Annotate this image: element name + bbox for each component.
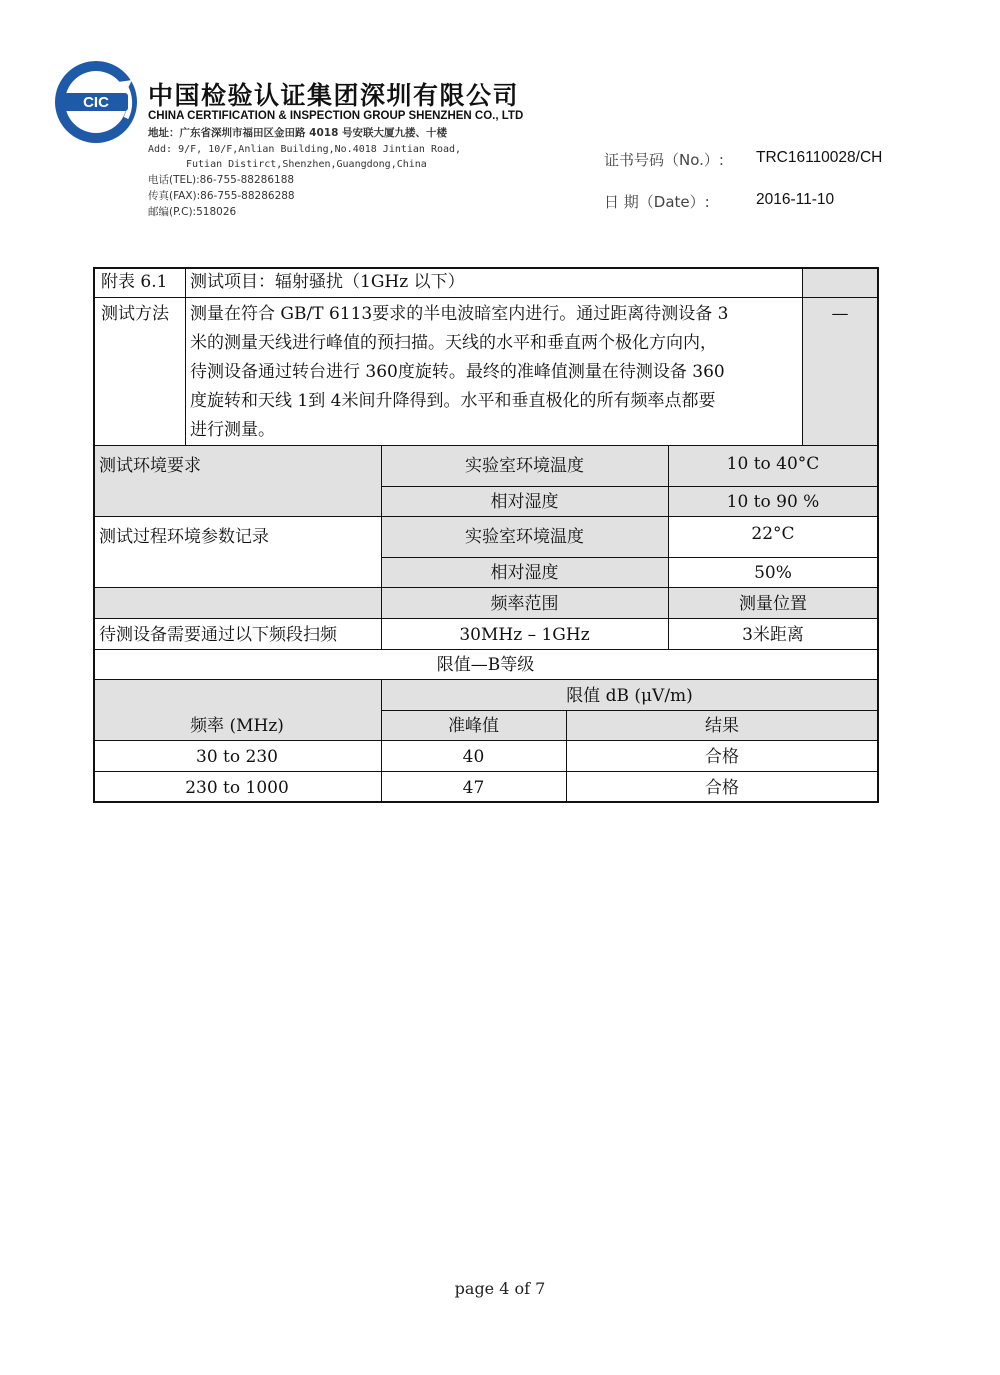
method-side-fill bbox=[802, 267, 878, 446]
h-line bbox=[93, 445, 878, 446]
table-border-bottom bbox=[93, 801, 878, 803]
table-row-qp: 40 bbox=[462, 747, 485, 767]
table-row-freq: 30 to 230 bbox=[196, 747, 278, 767]
h-line bbox=[93, 297, 878, 298]
method-label: 测试方法 bbox=[101, 304, 169, 324]
freq-col-header: 频率 (MHz) bbox=[190, 716, 284, 736]
table-row-result: 合格 bbox=[705, 747, 739, 767]
logo-text: CIC bbox=[83, 94, 109, 111]
v-line bbox=[802, 267, 803, 446]
test-item-title: 测试项目：辐射骚扰（1GHz 以下） bbox=[190, 272, 465, 292]
freq-range-header: 频率范围 bbox=[490, 594, 559, 614]
env-rec-temp-label: 实验室环境温度 bbox=[465, 527, 584, 547]
company-name-cn: 中国检验认证集团深圳有限公司 bbox=[148, 81, 520, 110]
date-label: 日 期（Date）: bbox=[604, 193, 710, 211]
env-req-temp-label: 实验室环境温度 bbox=[465, 456, 584, 476]
h-line bbox=[93, 649, 878, 650]
test-spec-table bbox=[93, 267, 878, 803]
telephone: 电话(TEL):86-755-88286188 bbox=[148, 174, 295, 186]
cert-no-label: 证书号码（No.）: bbox=[604, 151, 724, 169]
env-req-temp-value: 10 to 40°C bbox=[726, 454, 820, 474]
h-line bbox=[381, 486, 878, 487]
env-rec-hum-label: 相对湿度 bbox=[490, 563, 559, 583]
company-name-en: CHINA CERTIFICATION & INSPECTION GROUP SHENZHEN CO., LTD bbox=[148, 110, 524, 122]
address-en-line-1: Add: 9/F, 10/F,Anlian Building,No.4018 Jintian Road, bbox=[148, 144, 462, 155]
method-mark: — bbox=[831, 304, 849, 324]
scan-range: 30MHz – 1GHz bbox=[459, 625, 590, 645]
qp-header: 准峰值 bbox=[448, 716, 499, 736]
table-row-freq: 230 to 1000 bbox=[185, 778, 289, 798]
result-header: 结果 bbox=[705, 716, 739, 736]
table-border-top bbox=[93, 267, 878, 269]
address-cn: 地址：广东省深圳市福田区金田路 4018 号安联大厦九搂、十楼 bbox=[148, 127, 448, 139]
h-line bbox=[93, 618, 878, 619]
scan-label: 待测设备需要通过以下频段扫频 bbox=[99, 625, 337, 645]
env-rec-label: 测试过程环境参数记录 bbox=[99, 527, 269, 547]
method-line: 度旋转和天线 1到 4米间升降得到。水平和垂直极化的所有频率点都要 bbox=[190, 391, 716, 411]
v-line bbox=[185, 267, 186, 446]
scan-distance: 3米距离 bbox=[742, 625, 804, 645]
limit-class: 限值—B等级 bbox=[436, 655, 535, 675]
h-line bbox=[93, 516, 878, 517]
fax: 传真(FAX):86-755-88286288 bbox=[148, 190, 295, 202]
h-line bbox=[93, 679, 878, 680]
env-req-hum-label: 相对湿度 bbox=[490, 492, 559, 512]
env-rec-temp-value: 22°C bbox=[751, 524, 795, 544]
method-line: 测量在符合 GB/T 6113要求的半电波暗室内进行。通过距离待测设备 3 bbox=[190, 304, 729, 324]
table-row-qp: 47 bbox=[462, 778, 485, 798]
env-req-hum-value: 10 to 90 % bbox=[726, 492, 820, 512]
meas-pos-header: 测量位置 bbox=[739, 594, 807, 614]
h-line bbox=[381, 557, 878, 558]
date-value: 2016-11-10 bbox=[756, 191, 835, 208]
limit-unit: 限值 dB (μV/m) bbox=[566, 686, 693, 706]
cic-logo-icon bbox=[52, 58, 140, 146]
cert-no-value: TRC16110028/CH bbox=[756, 149, 883, 166]
appendix-label: 附表 6.1 bbox=[101, 272, 168, 292]
h-line bbox=[93, 587, 878, 588]
company-logo bbox=[52, 58, 140, 146]
address-en-line-2: Futian Distirct,Shenzhen,Guangdong,China bbox=[186, 159, 427, 170]
env-req-label: 测试环境要求 bbox=[99, 456, 201, 476]
method-line: 待测设备通过转台进行 360度旋转。最终的准峰值测量在待测设备 360 bbox=[190, 362, 725, 382]
postcode: 邮编(P.C):518026 bbox=[148, 206, 237, 218]
method-line: 进行测量。 bbox=[190, 420, 275, 440]
table-row-result: 合格 bbox=[705, 778, 739, 798]
h-line bbox=[381, 710, 878, 711]
h-line bbox=[93, 771, 878, 772]
v-line bbox=[668, 446, 669, 650]
method-line: 米的测量天线进行峰值的预扫描。天线的水平和垂直两个极化方向内， bbox=[190, 333, 717, 353]
h-line bbox=[93, 740, 878, 741]
env-rec-hum-value: 50% bbox=[754, 563, 792, 583]
page-number: page 4 of 7 bbox=[454, 1279, 546, 1298]
